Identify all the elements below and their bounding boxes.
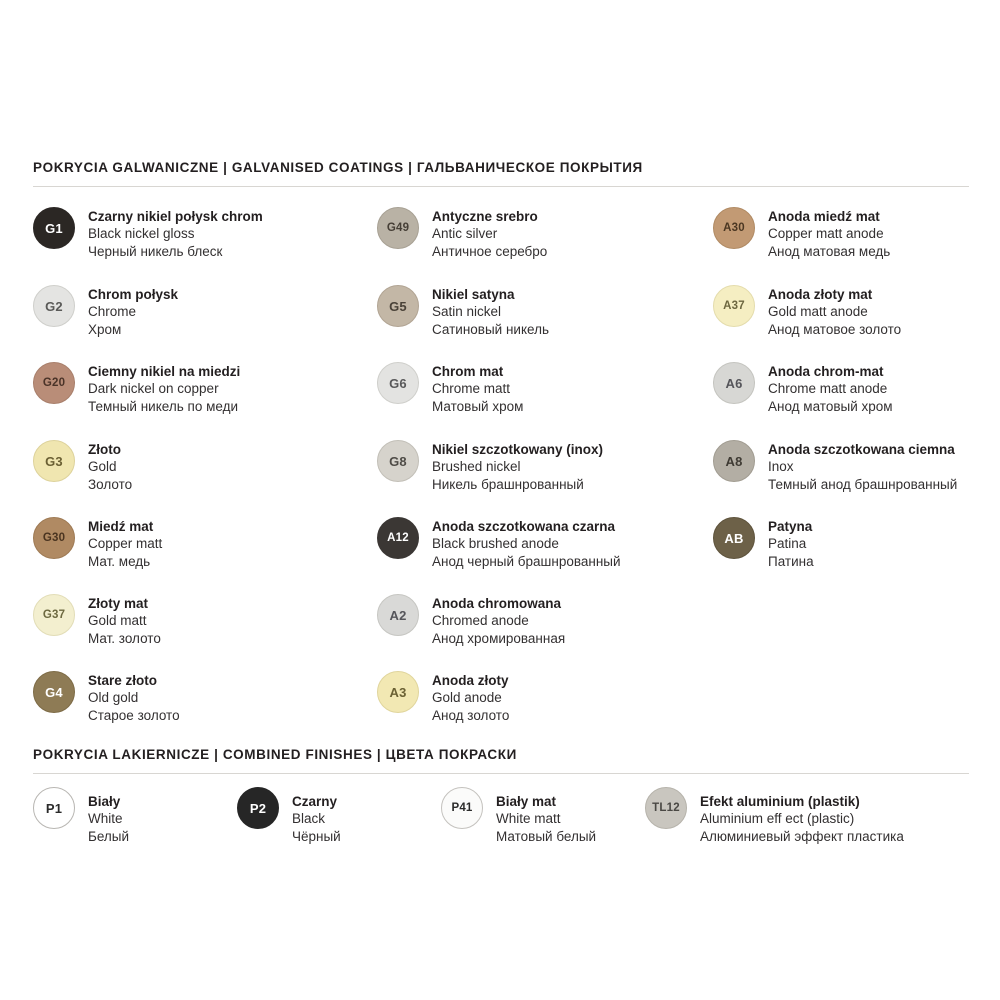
label-en: Old gold [88,690,139,705]
swatch-item-a30 [713,207,890,260]
swatch-code: A12 [387,532,409,544]
label-en: Gold [88,459,117,474]
label-en: Gold matt [88,613,147,628]
label-pl: Chrom mat [432,364,504,379]
label-ru: Матовый хром [432,398,524,414]
swatch-code: A6 [725,375,743,391]
swatch-code: G20 [42,377,66,389]
swatch-code: G37 [42,609,66,621]
label-pl: Czarny [292,794,338,809]
label-en: Aluminium eff ect (plastic) [700,811,855,826]
label-ru: Анод матовая медь [768,243,891,259]
label-ru: Темный никель по меди [88,398,238,414]
swatch-labels [768,285,901,338]
swatch-code: G30 [42,532,66,544]
swatch-item-g20 [33,362,240,415]
label-pl: Chrom połysk [88,287,179,302]
label-ru: Белый [88,828,130,844]
label-pl: Biały [88,794,121,809]
section-title-combined: POKRYCIA LAKIERNICZE | COMBINED FINISHES | ЦВЕТА ПОКРАСКИ [33,747,517,762]
divider-galvanised [33,186,969,187]
label-pl: Efekt aluminium (plastik) [700,794,860,809]
swatch-item-g49 [377,207,547,260]
swatch-labels [768,362,893,415]
label-en: Chrome [88,304,137,319]
label-ru: Анод матовое золото [768,321,902,337]
swatch-code: A2 [389,607,407,623]
swatch-code: P1 [45,800,63,816]
swatch-code: P41 [451,802,473,814]
label-pl: Patyna [768,519,813,534]
swatch-item-a12 [377,517,621,570]
label-ru: Темный анод брашнрованный [768,476,958,492]
swatch-circle-a12 [377,517,419,559]
swatch-item-g2 [33,285,178,338]
swatch-circle-g2 [33,285,75,327]
swatch-labels [700,787,904,845]
swatch-labels [88,594,161,647]
label-ru: Патина [768,553,814,569]
swatch-labels [768,207,890,260]
swatch-circle-a6 [713,362,755,404]
label-en: White matt [496,811,561,826]
label-en: White [88,811,123,826]
swatch-item-a3 [377,671,509,724]
swatch-labels [88,517,162,570]
swatch-labels [432,362,523,415]
swatch-item-p2 [237,787,341,845]
label-en: Satin nickel [432,304,502,319]
label-ru: Алюминиевый эффект пластика [700,828,904,844]
swatch-circle-g49 [377,207,419,249]
swatch-item-g5 [377,285,549,338]
swatch-circle-p41 [441,787,483,829]
swatch-circle-a37 [713,285,755,327]
swatch-circle-g3 [33,440,75,482]
label-en: Dark nickel on copper [88,381,219,396]
label-en: Black nickel gloss [88,226,195,241]
label-en: Gold matt anode [768,304,868,319]
swatch-labels [88,285,178,338]
swatch-item-g4 [33,671,180,724]
label-en: Gold anode [432,690,502,705]
swatch-item-tl12 [645,787,904,845]
label-ru: Черный никель блеск [88,243,223,259]
swatch-circle-g5 [377,285,419,327]
label-pl: Nikiel szczotkowany (inox) [432,442,604,457]
label-pl: Anoda chrom-mat [768,364,884,379]
label-pl: Antyczne srebro [432,209,538,224]
swatch-labels [496,787,596,845]
swatch-labels [768,440,957,493]
label-ru: Матовый белый [496,828,597,844]
label-ru: Мат. медь [88,553,151,569]
label-ru: Мат. золото [88,630,161,646]
swatch-circle-g4 [33,671,75,713]
swatch-code: P2 [249,800,267,816]
label-pl: Złoto [88,442,121,457]
swatch-code: G5 [389,298,407,314]
swatch-item-g6 [377,362,523,415]
section-title-galvanised: POKRYCIA GALWANICZNE | GALVANISED COATINGS | ГАЛЬВАНИЧЕСКОЕ ПОКРЫТИЯ [33,160,643,175]
swatch-circle-g30 [33,517,75,559]
swatch-circle-a30 [713,207,755,249]
swatch-item-g8 [377,440,603,493]
label-pl: Miedź mat [88,519,154,534]
label-ru: Хром [88,321,122,337]
label-pl: Anoda szczotkowana ciemna [768,442,955,457]
label-ru: Золото [88,476,133,492]
swatch-labels [432,285,549,338]
swatch-circle-p1 [33,787,75,829]
label-ru: Анод матовый хром [768,398,893,414]
swatch-labels [432,671,509,724]
label-pl: Złoty mat [88,596,149,611]
divider-combined [33,773,969,774]
swatch-labels [768,517,814,570]
swatch-code: A8 [725,453,743,469]
swatch-labels [432,440,603,493]
swatch-item-a8 [713,440,957,493]
swatch-item-ab [713,517,814,570]
swatch-circle-g1 [33,207,75,249]
swatch-code: G4 [45,684,63,700]
label-ru: Анод золото [432,707,510,723]
swatch-circle-a8 [713,440,755,482]
swatch-labels [88,787,129,845]
label-ru: Сатиновый никель [432,321,549,337]
swatch-labels [88,207,263,260]
swatch-circle-p2 [237,787,279,829]
swatch-circle-g6 [377,362,419,404]
swatch-labels [432,517,621,570]
label-ru: Никель брашнрованный [432,476,584,492]
swatch-item-p41 [441,787,596,845]
swatch-code: TL12 [652,802,680,814]
swatch-circle-ab [713,517,755,559]
swatch-circle-tl12 [645,787,687,829]
label-en: Black brushed anode [432,536,559,551]
swatch-circle-g37 [33,594,75,636]
swatch-code: A37 [723,300,745,312]
swatch-circle-a2 [377,594,419,636]
swatch-item-g30 [33,517,162,570]
label-pl: Anoda chromowana [432,596,562,611]
swatch-item-g37 [33,594,161,647]
swatch-code: G49 [386,222,410,234]
label-pl: Ciemny nikiel na miedzi [88,364,241,379]
label-en: Antic silver [432,226,498,241]
swatch-code: A3 [389,684,407,700]
label-pl: Anoda złoty mat [768,287,873,302]
label-ru: Античное серебро [432,243,548,259]
label-pl: Biały mat [496,794,557,809]
swatch-labels [88,362,240,415]
swatch-code: G6 [389,375,407,391]
swatch-labels [432,207,547,260]
swatch-item-p1 [33,787,129,845]
label-en: Black [292,811,326,826]
label-en: Copper matt [88,536,163,551]
swatch-item-a37 [713,285,901,338]
swatch-item-g3 [33,440,132,493]
swatch-item-a2 [377,594,565,647]
label-en: Chrome matt [432,381,511,396]
swatch-code: AB [724,530,744,546]
label-pl: Czarny nikiel połysk chrom [88,209,263,224]
label-en: Chromed anode [432,613,529,628]
swatch-code: G1 [45,220,63,236]
label-pl: Anoda miedź mat [768,209,880,224]
swatch-code: G2 [45,298,63,314]
swatch-labels [292,787,341,845]
label-en: Patina [768,536,807,551]
label-pl: Nikiel satyna [432,287,515,302]
swatch-labels [88,671,180,724]
swatch-code: G8 [389,453,407,469]
label-ru: Анод черный брашнрованный [432,553,621,569]
label-ru: Чёрный [292,828,341,844]
label-en: Chrome matt anode [768,381,888,396]
swatch-item-g1 [33,207,263,260]
label-en: Inox [768,459,794,474]
swatch-labels [88,440,132,493]
label-pl: Anoda złoty [432,673,509,688]
label-en: Brushed nickel [432,459,521,474]
swatch-code: G3 [45,453,63,469]
label-ru: Анод хромированная [432,630,566,646]
swatch-code: A30 [723,222,745,234]
label-pl: Stare złoto [88,673,158,688]
label-ru: Старое золото [88,707,180,723]
swatch-labels [432,594,565,647]
swatch-circle-g8 [377,440,419,482]
swatch-circle-a3 [377,671,419,713]
label-en: Copper matt anode [768,226,884,241]
label-pl: Anoda szczotkowana czarna [432,519,616,534]
swatch-circle-g20 [33,362,75,404]
swatch-item-a6 [713,362,893,415]
